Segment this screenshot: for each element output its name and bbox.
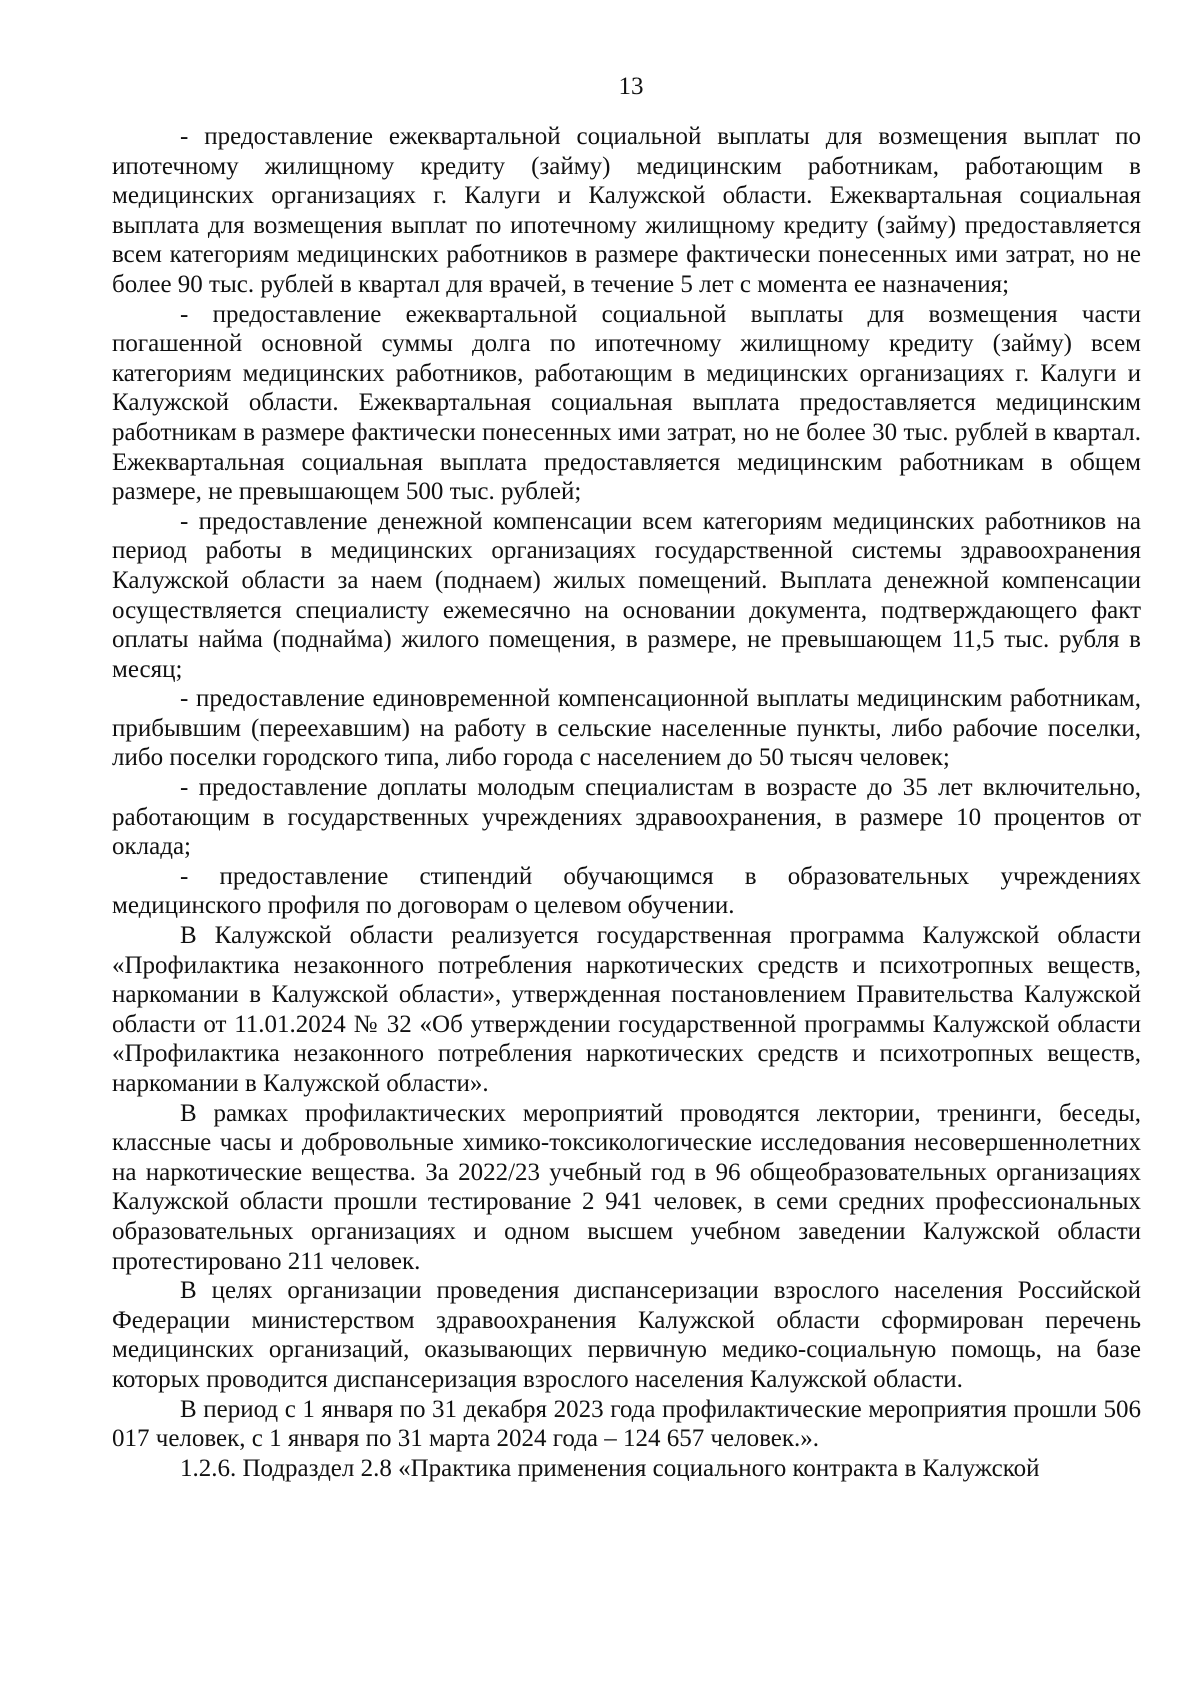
paragraph-drug-prevention-program: В Калужской области реализуется государственная программа Калужской области «Профилактика незаконного потребления наркотических средств и психотропных веществ, наркомании в Калужской области», утвержденная постановлением Правительства Калужской области от 11.01.2024 № 32 «Об утверждении государственной программы Калужской области «Профилактика незаконного потребления наркотических средств и психотропных веществ, наркомании в Калужской области». [112, 922, 1141, 1097]
paragraph-mortgage-principal-compensation: - предоставление ежеквартальной социальной выплаты для возмещения части погашенной основной суммы долга по ипотечному жилищному кредиту (займу) всем категориям медицинских работников, работающим в медицинских организациях г. Калуги и Калужской области. Ежеквартальная социальная выплата предоставляется медицинским работникам в размере фактически понесенных ими затрат, но не более 30 тыс. рублей в квартал. Ежеквартальная социальная выплата предоставляется медицинским работникам в общем размере, не превышающем 500 тыс. рублей; [112, 300, 1141, 506]
paragraph-young-specialist-bonus: - предоставление доплаты молодым специалистам в возрасте до 35 лет включительно, работающим в государственных учреждениях здравоохранения, в размере 10 процентов от оклада; [112, 774, 1141, 861]
paragraph-medical-examination: В целях организации проведения диспансеризации взрослого населения Российской Федерации министерством здравоохранения Калужской области сформирован перечень медицинских организаций, оказывающих первичную медико-социальную помощь, на базе которых проводится диспансеризация взрослого населения Калужской области. [112, 1277, 1141, 1393]
paragraph-scholarships: - предоставление стипендий обучающимся в образовательных учреждениях медицинского профиля по договорам о целевом обучении. [112, 862, 1141, 920]
page-number: 13 [618, 73, 644, 100]
paragraph-mortgage-payment-compensation: - предоставление ежеквартальной социальной выплаты для возмещения выплат по ипотечному жилищному кредиту (займу) медицинским работникам, работающим в медицинских организациях г. Калуги и Калужской области. Ежеквартальная социальная выплата для возмещения выплат по ипотечному жилищному кредиту (займу) предоставляется всем категориям медицинских работников в размере фактически понесенных ими затрат, но не более 90 тыс. рублей в квартал для врачей, в течение 5 лет с момента ее назначения; [112, 123, 1141, 298]
paragraph-relocation-payment: - предоставление единовременной компенсационной выплаты медицинским работникам, прибывшим (переехавшим) на работу в сельские населенные пункты, либо рабочие поселки, либо поселки городского типа, либо города с населением до 50 тысяч человек; [112, 685, 1141, 772]
paragraph-subsection-heading: 1.2.6. Подраздел 2.8 «Практика применения социального контракта в Калужской [180, 1454, 1040, 1482]
paragraph-prevention-measures: В рамках профилактических мероприятий проводятся лектории, тренинги, беседы, классные часы и добровольные химико-токсикологические исследования несовершеннолетних на наркотические вещества. За 2022/23 учебный год в 96 общеобразовательных организациях Калужской области прошли тестирование 2 941 человек, в семи средних профессиональных образовательных организациях и одном высшем учебном заведении Калужской области протестировано 211 человек. [112, 1099, 1141, 1275]
document-body [112, 122, 1141, 1483]
paragraph-housing-rent-compensation: - предоставление денежной компенсации всем категориям медицинских работников на период работы в медицинских организациях государственной системы здравоохранения Калужской области за наем (поднаем) жилых помещений. Выплата денежной компенсации осуществляется специалисту ежемесячно на основании документа, подтверждающего факт оплаты найма (поднайма) жилого помещения, в размере, не превышающем 11,5 тыс. рубля в месяц; [112, 507, 1141, 683]
paragraph-examination-statistics: В период с 1 января по 31 декабря 2023 года профилактические мероприятия прошли 506 017 человек, с 1 января по 31 марта 2024 года – 124 657 человек.». [112, 1395, 1141, 1453]
